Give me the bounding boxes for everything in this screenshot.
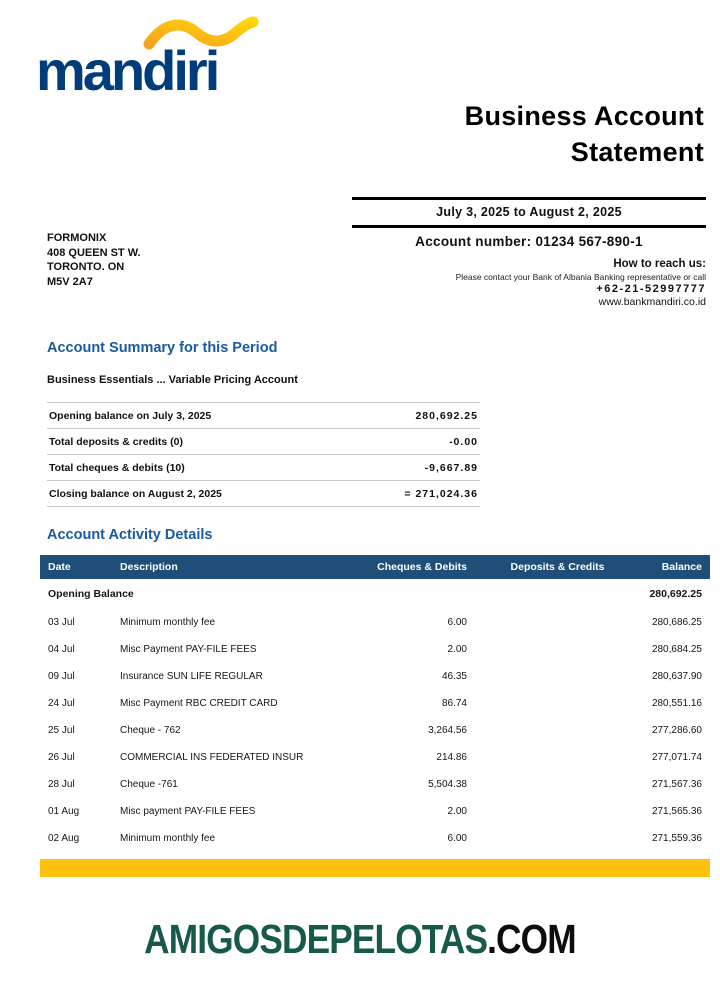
mandiri-logo — [36, 16, 276, 102]
transaction-row — [40, 609, 710, 636]
tx-date: 03 Jul — [48, 617, 75, 628]
tx-date: 02 Aug — [48, 833, 80, 844]
account-number-value: 01234 567-890-1 — [535, 234, 643, 249]
tx-date: 25 Jul — [48, 725, 75, 736]
transaction-row — [40, 798, 710, 825]
contact-phone: +62-21-52997777 — [596, 283, 706, 295]
tx-description: COMMERCIAL INS FEDERATED INSUR — [120, 752, 304, 763]
tx-date: 04 Jul — [48, 644, 75, 655]
transaction-row — [40, 717, 710, 744]
summary-label: Total deposits & credits (0) — [49, 436, 183, 448]
tx-balance: 277,286.60 — [651, 725, 702, 736]
tx-debit: 6.00 — [447, 617, 467, 628]
tx-debit: 46.35 — [441, 671, 467, 682]
summary-product-name: Business Essentials ... Variable Pricing Account — [47, 374, 298, 386]
summary-table — [47, 402, 480, 507]
tx-description: Insurance SUN LIFE REGULAR — [120, 671, 263, 682]
yellow-highlight-bar — [40, 859, 710, 877]
col-header-date: Date — [40, 555, 112, 579]
contact-block — [456, 258, 706, 308]
tx-date: 26 Jul — [48, 752, 75, 763]
footer-site-tld: .COM — [487, 916, 576, 962]
summary-row-deposits — [47, 428, 480, 454]
tx-credit — [475, 690, 640, 717]
tx-debit: 86.74 — [441, 698, 467, 709]
summary-label: Total cheques & debits (10) — [49, 462, 185, 474]
col-header-description: Description — [112, 555, 355, 579]
tx-credit — [475, 636, 640, 663]
tx-date: 01 Aug — [48, 806, 80, 817]
tx-date: 09 Jul — [48, 671, 75, 682]
document-title-line2: Statement — [570, 137, 704, 167]
col-header-balance: Balance — [640, 555, 710, 579]
activity-table — [40, 555, 710, 852]
footer-site-name: AMIGOSDEPELOTAS — [144, 916, 488, 962]
tx-balance: 280,637.90 — [651, 671, 702, 682]
tx-credit — [475, 798, 640, 825]
tx-credit — [475, 663, 640, 690]
transaction-row — [40, 690, 710, 717]
tx-debit: 5,504.38 — [428, 779, 467, 790]
tx-balance: 280,684.25 — [651, 644, 702, 655]
activity-section — [40, 555, 710, 877]
tx-debit: 2.00 — [447, 806, 467, 817]
tx-description: Minimum monthly fee — [120, 617, 216, 628]
mandiri-logo-text: mandiri — [36, 39, 218, 102]
opening-balance-label: Opening Balance — [48, 588, 134, 600]
tx-description: Misc Payment RBC CREDIT CARD — [120, 698, 278, 709]
col-header-credits: Deposits & Credits — [475, 555, 640, 579]
tx-credit — [475, 717, 640, 744]
tx-date: 28 Jul — [48, 779, 75, 790]
address-line1: 408 QUEEN ST W. — [47, 246, 141, 259]
tx-description: Cheque -761 — [120, 779, 178, 790]
tx-description: Minimum monthly fee — [120, 833, 216, 844]
contact-heading: How to reach us: — [613, 258, 706, 270]
summary-value: -0.00 — [449, 436, 478, 448]
empty-cell — [475, 579, 640, 609]
account-holder-name: FORMONIX — [47, 232, 107, 244]
transaction-row — [40, 663, 710, 690]
statement-meta — [352, 197, 706, 255]
transaction-row — [40, 744, 710, 771]
summary-row-debits — [47, 454, 480, 480]
summary-value: -9,667.89 — [424, 462, 478, 474]
summary-label: Closing balance on August 2, 2025 — [49, 488, 222, 500]
summary-value: = 271,024.36 — [404, 488, 478, 500]
tx-debit: 3,264.56 — [428, 725, 467, 736]
tx-credit — [475, 609, 640, 636]
tx-date: 24 Jul — [48, 698, 75, 709]
address-line2: TORONTO. ON — [47, 261, 125, 273]
tx-description: Misc Payment PAY-FILE FEES — [120, 644, 257, 655]
tx-description: Cheque - 762 — [120, 725, 181, 736]
document-title — [465, 98, 704, 170]
statement-period: July 3, 2025 to August 2, 2025 — [352, 197, 706, 225]
summary-row-closing — [47, 480, 480, 506]
tx-debit: 6.00 — [447, 833, 467, 844]
tx-balance: 271,565.36 — [651, 806, 702, 817]
tx-description: Misc payment PAY-FILE FEES — [120, 806, 256, 817]
tx-balance: 277,071.74 — [651, 752, 702, 763]
transaction-row — [40, 825, 710, 852]
tx-balance: 280,686.25 — [651, 617, 702, 628]
contact-website: www.bankmandiri.co.id — [598, 296, 706, 308]
document-title-line1: Business Account — [464, 101, 704, 131]
summary-value: 280,692.25 — [415, 410, 478, 422]
footer-site-logo — [144, 916, 576, 963]
tx-balance: 271,567.36 — [651, 779, 702, 790]
tx-credit — [475, 771, 640, 798]
tx-balance: 271,559.36 — [651, 833, 702, 844]
tx-credit — [475, 825, 640, 852]
summary-row-opening — [47, 402, 480, 428]
tx-credit — [475, 744, 640, 771]
footer — [0, 916, 720, 963]
summary-section-heading: Account Summary for this Period — [47, 340, 278, 356]
tx-debit: 2.00 — [447, 644, 467, 655]
empty-cell — [355, 579, 475, 609]
activity-header-row — [40, 555, 710, 579]
activity-section-heading: Account Activity Details — [47, 527, 213, 543]
account-number-line — [352, 225, 706, 255]
account-holder-address — [47, 231, 141, 289]
tx-balance: 280,551.16 — [651, 698, 702, 709]
opening-balance-value: 280,692.25 — [649, 588, 702, 600]
address-line3: M5V 2A7 — [47, 275, 93, 288]
tx-debit: 214.86 — [436, 752, 467, 763]
transaction-row — [40, 636, 710, 663]
col-header-debits: Cheques & Debits — [355, 555, 475, 579]
transaction-row — [40, 771, 710, 798]
summary-label: Opening balance on July 3, 2025 — [49, 410, 212, 422]
contact-instruction: Please contact your Bank of Albania Banking representative or call — [455, 272, 706, 282]
opening-balance-row — [40, 579, 710, 609]
account-number-label: Account number: — [415, 234, 532, 249]
